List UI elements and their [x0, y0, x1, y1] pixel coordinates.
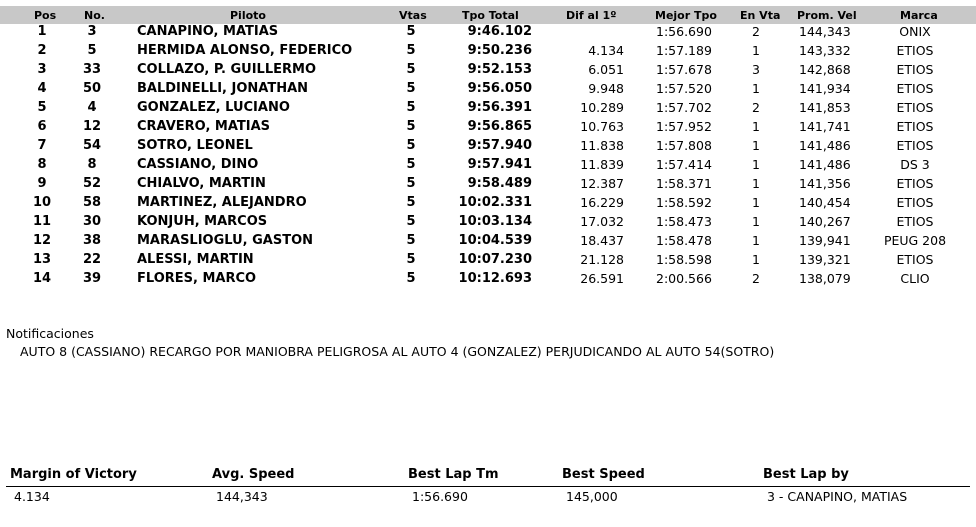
cell-en-vta: 1 [752, 233, 760, 248]
cell-vtas: 5 [406, 81, 416, 96]
cell-marca: ETIOS [896, 81, 934, 96]
cell-marca: PEUG 208 [883, 233, 947, 248]
cell-dif: 6.051 [588, 62, 624, 77]
cell-no: 58 [82, 195, 102, 210]
cell-vtas: 5 [406, 157, 416, 172]
cell-dif: 10.763 [580, 119, 624, 134]
cell-prom-vel: 143,332 [799, 43, 851, 58]
cell-pos: 6 [37, 119, 47, 134]
cell-en-vta: 1 [752, 252, 760, 267]
table-row [0, 231, 976, 250]
cell-tpo-total: 10:07.230 [458, 252, 532, 267]
table-row [0, 193, 976, 212]
summary-header-avg-speed: Avg. Speed [212, 467, 295, 482]
cell-mejor-tpo: 2:00.566 [656, 271, 712, 286]
cell-dif: 17.032 [580, 214, 624, 229]
cell-vtas: 5 [406, 252, 416, 267]
cell-vtas: 5 [406, 233, 416, 248]
cell-tpo-total: 10:03.134 [458, 214, 532, 229]
notification-text: AUTO 8 (CASSIANO) RECARGO POR MANIOBRA PELIGROSA AL AUTO 4 (GONZALEZ) PERJUDICANDO AL AUTO 54(SOTRO) [20, 344, 775, 359]
cell-no: 12 [82, 119, 102, 134]
table-row [0, 41, 976, 60]
cell-pos: 11 [32, 214, 52, 229]
cell-pos: 14 [32, 271, 52, 286]
table-row [0, 117, 976, 136]
cell-en-vta: 1 [752, 157, 760, 172]
table-row [0, 155, 976, 174]
cell-pos: 12 [32, 233, 52, 248]
table-row [0, 79, 976, 98]
cell-prom-vel: 138,079 [799, 271, 851, 286]
cell-en-vta: 1 [752, 81, 760, 96]
cell-prom-vel: 142,868 [799, 62, 851, 77]
cell-pos: 7 [37, 138, 47, 153]
cell-no: 3 [87, 24, 97, 39]
cell-en-vta: 2 [752, 100, 760, 115]
cell-no: 38 [82, 233, 102, 248]
cell-pos: 9 [37, 176, 47, 191]
header-marca: Marca [900, 9, 938, 22]
cell-marca: ETIOS [896, 43, 934, 58]
header-tpo-total: Tpo Total [462, 9, 519, 22]
cell-tpo-total: 9:57.940 [467, 138, 532, 153]
cell-mejor-tpo: 1:57.702 [656, 100, 712, 115]
cell-tpo-total: 10:04.539 [458, 233, 532, 248]
cell-marca: ETIOS [896, 214, 934, 229]
cell-en-vta: 3 [752, 62, 760, 77]
cell-no: 4 [87, 100, 97, 115]
cell-vtas: 5 [406, 24, 416, 39]
cell-vtas: 5 [406, 43, 416, 58]
header-en-vta: En Vta [740, 9, 781, 22]
cell-marca: ETIOS [896, 119, 934, 134]
cell-pos: 8 [37, 157, 47, 172]
cell-tpo-total: 10:12.693 [458, 271, 532, 286]
cell-marca: ETIOS [896, 252, 934, 267]
cell-prom-vel: 140,267 [799, 214, 851, 229]
cell-tpo-total: 9:46.102 [467, 24, 532, 39]
summary-margin: 4.134 [14, 489, 50, 504]
cell-mejor-tpo: 1:57.520 [656, 81, 712, 96]
cell-vtas: 5 [406, 271, 416, 286]
cell-tpo-total: 9:56.391 [467, 100, 532, 115]
summary-header-best-lap-tm: Best Lap Tm [408, 467, 499, 482]
cell-no: 39 [82, 271, 102, 286]
cell-tpo-total: 9:56.050 [467, 81, 532, 96]
cell-no: 50 [82, 81, 102, 96]
cell-mejor-tpo: 1:58.478 [656, 233, 712, 248]
cell-piloto: KONJUH, MARCOS [137, 214, 268, 229]
cell-vtas: 5 [406, 214, 416, 229]
cell-vtas: 5 [406, 119, 416, 134]
cell-tpo-total: 9:57.941 [467, 157, 532, 172]
notifications-title: Notificaciones [6, 326, 94, 341]
header-mejor-tpo: Mejor Tpo [655, 9, 717, 22]
cell-tpo-total: 9:56.865 [467, 119, 532, 134]
cell-marca: ONIX [899, 24, 931, 39]
summary-avg-speed: 144,343 [216, 489, 268, 504]
cell-mejor-tpo: 1:57.952 [656, 119, 712, 134]
cell-pos: 1 [37, 24, 47, 39]
cell-vtas: 5 [406, 100, 416, 115]
header-vtas: Vtas [399, 9, 427, 22]
cell-piloto: ALESSI, MARTIN [137, 252, 254, 267]
cell-piloto: CRAVERO, MATIAS [137, 119, 271, 134]
cell-tpo-total: 9:50.236 [467, 43, 532, 58]
cell-en-vta: 1 [752, 195, 760, 210]
cell-mejor-tpo: 1:58.592 [656, 195, 712, 210]
table-row [0, 174, 976, 193]
cell-pos: 10 [32, 195, 52, 210]
cell-vtas: 5 [406, 195, 416, 210]
cell-no: 33 [82, 62, 102, 77]
cell-marca: ETIOS [896, 100, 934, 115]
cell-piloto: FLORES, MARCO [137, 271, 257, 286]
cell-prom-vel: 141,486 [799, 157, 851, 172]
cell-no: 5 [87, 43, 97, 58]
cell-pos: 4 [37, 81, 47, 96]
table-row [0, 60, 976, 79]
summary-best-lap-tm: 1:56.690 [412, 489, 468, 504]
cell-pos: 2 [37, 43, 47, 58]
table-row [0, 250, 976, 269]
cell-vtas: 5 [406, 62, 416, 77]
cell-en-vta: 1 [752, 138, 760, 153]
header-dif: Dif al 1º [566, 9, 617, 22]
cell-vtas: 5 [406, 138, 416, 153]
cell-dif: 10.289 [580, 100, 624, 115]
cell-mejor-tpo: 1:57.189 [656, 43, 712, 58]
cell-pos: 5 [37, 100, 47, 115]
cell-no: 30 [82, 214, 102, 229]
cell-marca: ETIOS [896, 195, 934, 210]
summary-best-lap-by: 3 - CANAPINO, MATIAS [767, 489, 908, 504]
table-row [0, 98, 976, 117]
cell-piloto: SOTRO, LEONEL [137, 138, 253, 153]
cell-dif: 11.838 [580, 138, 624, 153]
summary-header-best-lap-by: Best Lap by [763, 467, 849, 482]
cell-pos: 13 [32, 252, 52, 267]
cell-pos: 3 [37, 62, 47, 77]
cell-dif: 9.948 [588, 81, 624, 96]
cell-piloto: BALDINELLI, JONATHAN [137, 81, 309, 96]
cell-piloto: CASSIANO, DINO [137, 157, 259, 172]
cell-dif: 21.128 [580, 252, 624, 267]
cell-piloto: CANAPINO, MATIAS [137, 24, 279, 39]
summary-best-speed: 145,000 [566, 489, 618, 504]
summary-values [6, 488, 970, 506]
cell-mejor-tpo: 1:57.414 [656, 157, 712, 172]
cell-marca: CLIO [900, 271, 930, 286]
cell-marca: ETIOS [896, 138, 934, 153]
cell-dif: 26.591 [580, 271, 624, 286]
cell-prom-vel: 141,486 [799, 138, 851, 153]
cell-dif: 16.229 [580, 195, 624, 210]
table-row [0, 136, 976, 155]
table-row [0, 269, 976, 288]
cell-no: 8 [87, 157, 97, 172]
header-piloto: Piloto [230, 9, 266, 22]
cell-prom-vel: 140,454 [799, 195, 851, 210]
cell-piloto: CHIALVO, MARTIN [137, 176, 266, 191]
cell-piloto: COLLAZO, P. GUILLERMO [137, 62, 316, 77]
cell-mejor-tpo: 1:58.473 [656, 214, 712, 229]
cell-dif: 18.437 [580, 233, 624, 248]
summary-header-margin: Margin of Victory [10, 467, 137, 482]
table-row [0, 22, 976, 41]
results-table-body [0, 22, 976, 288]
cell-marca: ETIOS [896, 176, 934, 191]
cell-en-vta: 1 [752, 176, 760, 191]
cell-en-vta: 1 [752, 43, 760, 58]
cell-tpo-total: 9:52.153 [467, 62, 532, 77]
cell-prom-vel: 139,321 [799, 252, 851, 267]
cell-en-vta: 1 [752, 119, 760, 134]
cell-dif: 12.387 [580, 176, 624, 191]
cell-tpo-total: 9:58.489 [467, 176, 532, 191]
cell-mejor-tpo: 1:58.371 [656, 176, 712, 191]
cell-no: 22 [82, 252, 102, 267]
cell-marca: ETIOS [896, 62, 934, 77]
cell-tpo-total: 10:02.331 [458, 195, 532, 210]
cell-mejor-tpo: 1:57.808 [656, 138, 712, 153]
cell-no: 54 [82, 138, 102, 153]
cell-prom-vel: 141,356 [799, 176, 851, 191]
cell-prom-vel: 139,941 [799, 233, 851, 248]
cell-piloto: HERMIDA ALONSO, FEDERICO [137, 43, 353, 58]
cell-prom-vel: 141,934 [799, 81, 851, 96]
cell-mejor-tpo: 1:57.678 [656, 62, 712, 77]
cell-prom-vel: 144,343 [799, 24, 851, 39]
cell-piloto: MARASLIOGLU, GASTON [137, 233, 314, 248]
cell-vtas: 5 [406, 176, 416, 191]
cell-prom-vel: 141,853 [799, 100, 851, 115]
summary-header-best-speed: Best Speed [562, 467, 645, 482]
cell-piloto: GONZALEZ, LUCIANO [137, 100, 290, 115]
cell-marca: DS 3 [900, 157, 930, 172]
cell-prom-vel: 141,741 [799, 119, 851, 134]
header-prom-vel: Prom. Vel [797, 9, 857, 22]
cell-mejor-tpo: 1:58.598 [656, 252, 712, 267]
header-pos: Pos [34, 9, 57, 22]
cell-en-vta: 2 [752, 271, 760, 286]
cell-no: 52 [82, 176, 102, 191]
cell-en-vta: 1 [752, 214, 760, 229]
cell-piloto: MARTINEZ, ALEJANDRO [137, 195, 307, 210]
table-row [0, 212, 976, 231]
header-no: No. [84, 9, 105, 22]
summary-header [6, 466, 970, 487]
cell-dif: 11.839 [580, 157, 624, 172]
cell-dif: 4.134 [588, 43, 624, 58]
cell-mejor-tpo: 1:56.690 [656, 24, 712, 39]
cell-en-vta: 2 [752, 24, 760, 39]
